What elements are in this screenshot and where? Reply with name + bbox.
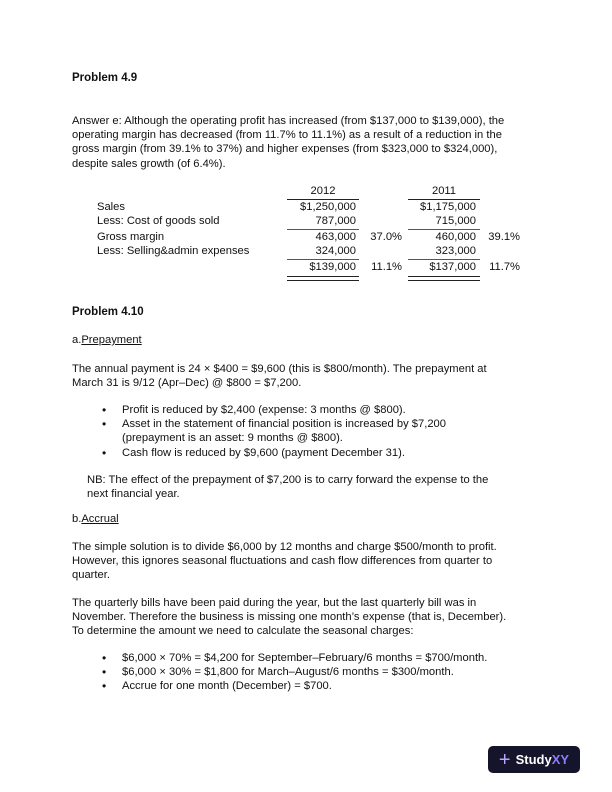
answer-line: gross margin (from 39.1% to 37%) and higher expenses (from $323,000 to $324,000), — [72, 143, 498, 156]
bullet-item: • Cash flow is reduced by $9,600 (payment December 31). — [72, 446, 512, 460]
note-line: next financial year. — [87, 488, 180, 501]
section-a-bullets — [72, 403, 512, 460]
double-rule-2012 — [287, 276, 359, 281]
bullet-item: • Asset in the statement of financial position is increased by $7,200 (prepayment is an asset: 9 months @ $800). — [72, 417, 482, 445]
problem-4-9-title: Problem 4.9 — [72, 72, 138, 84]
cell-2011-total: $137,000 — [429, 261, 476, 273]
note-line: NB: The effect of the prepayment of $7,200 is to carry forward the expense to the — [87, 474, 489, 486]
brand-logo-text — [516, 752, 569, 767]
bullet-item: • Profit is reduced by $2,400 (expense: 3 months @ $800). — [72, 403, 512, 417]
header-rule-2012 — [287, 199, 359, 200]
subtotal-rule-2012 — [287, 229, 359, 230]
para-line: The simple solution is to divide $6,000 by 12 months and charge $500/month to profit. — [72, 541, 497, 553]
total-rule-2011 — [408, 259, 480, 260]
header-rule-2011 — [408, 199, 480, 200]
answer-line: Answer e: Although the operating profit has increased (from $137,000 to $139,000), the — [72, 115, 505, 127]
double-rule-2011 — [408, 276, 480, 281]
pct-2012-total: 11.1% — [371, 261, 402, 273]
row-label: Less: Selling&admin expenses — [97, 245, 250, 257]
section-b-prefix: b. — [72, 513, 82, 525]
pct-2011: 39.1% — [488, 231, 520, 243]
answer-line: despite sales growth (of 6.4%). — [72, 157, 226, 170]
bullet-item: • $6,000 × 70% = $4,200 for September–February/6 months = $700/month. — [72, 651, 552, 665]
para-line: quarter. — [72, 569, 110, 582]
cell-2012-total: $139,000 — [309, 261, 356, 273]
para-line: However, this ignores seasonal fluctuations and cash flow differences from quarter to — [72, 555, 493, 568]
income-table — [0, 0, 612, 300]
para-line: November. Therefore the business is missing one month’s expense (that is, December). — [72, 611, 507, 624]
brand-accent: XY — [551, 752, 570, 767]
subtotal-rule-2011 — [408, 229, 480, 230]
row-label: Gross margin — [97, 231, 165, 243]
pct-2011-total: 11.7% — [489, 261, 520, 273]
cell-2012: $1,250,000 — [300, 201, 356, 213]
cell-2012: 787,000 — [315, 215, 356, 227]
answer-line: operating margin has decreased (from 11.7% to 11.1%) as a result of a reduction in the — [72, 129, 502, 142]
plus-icon: + — [498, 748, 511, 771]
para-line: The quarterly bills have been paid during the year, but the last quarterly bill was in — [72, 597, 477, 609]
cell-2012: 463,000 — [315, 231, 356, 243]
cell-2011: 460,000 — [435, 231, 476, 243]
total-rule-2012 — [287, 259, 359, 260]
para-line: The annual payment is 24 × $400 = $9,600 (this is $800/month). The prepayment at — [72, 363, 487, 375]
problem-4-10-title: Problem 4.10 — [72, 306, 144, 318]
section-b-title: Accrual — [81, 513, 119, 525]
row-label: Sales — [97, 201, 125, 213]
section-b-paragraph-1 — [72, 540, 562, 583]
section-a-note — [87, 473, 557, 501]
cell-2011: 715,000 — [435, 215, 476, 227]
section-b-bullets — [72, 651, 552, 694]
section-a-heading — [72, 334, 142, 346]
row-label: Less: Cost of goods sold — [97, 215, 220, 227]
para-line: To determine the amount we need to calculate the seasonal charges: — [72, 625, 414, 638]
col-header-2012: 2012 — [310, 185, 336, 197]
section-a-title: Prepayment — [81, 334, 142, 346]
bullet-item: • $6,000 × 30% = $1,800 for March–August/6 months = $300/month. — [72, 665, 552, 679]
studyxy-badge[interactable] — [488, 746, 580, 773]
col-header-2011: 2011 — [431, 185, 457, 197]
section-b-heading — [72, 513, 119, 525]
section-b-paragraph-2 — [72, 596, 562, 639]
brand-main: Study — [515, 752, 552, 767]
cell-2011: $1,175,000 — [420, 201, 476, 213]
bullet-item: • Accrue for one month (December) = $700. — [72, 679, 552, 693]
pct-2012: 37.0% — [370, 231, 402, 243]
cell-2012: 324,000 — [315, 245, 356, 257]
para-line: March 31 is 9/12 (Apr–Dec) @ $800 = $7,200. — [72, 377, 302, 390]
section-a-prefix: a. — [72, 334, 82, 346]
section-a-paragraph — [72, 362, 552, 390]
cell-2011: 323,000 — [435, 245, 476, 257]
